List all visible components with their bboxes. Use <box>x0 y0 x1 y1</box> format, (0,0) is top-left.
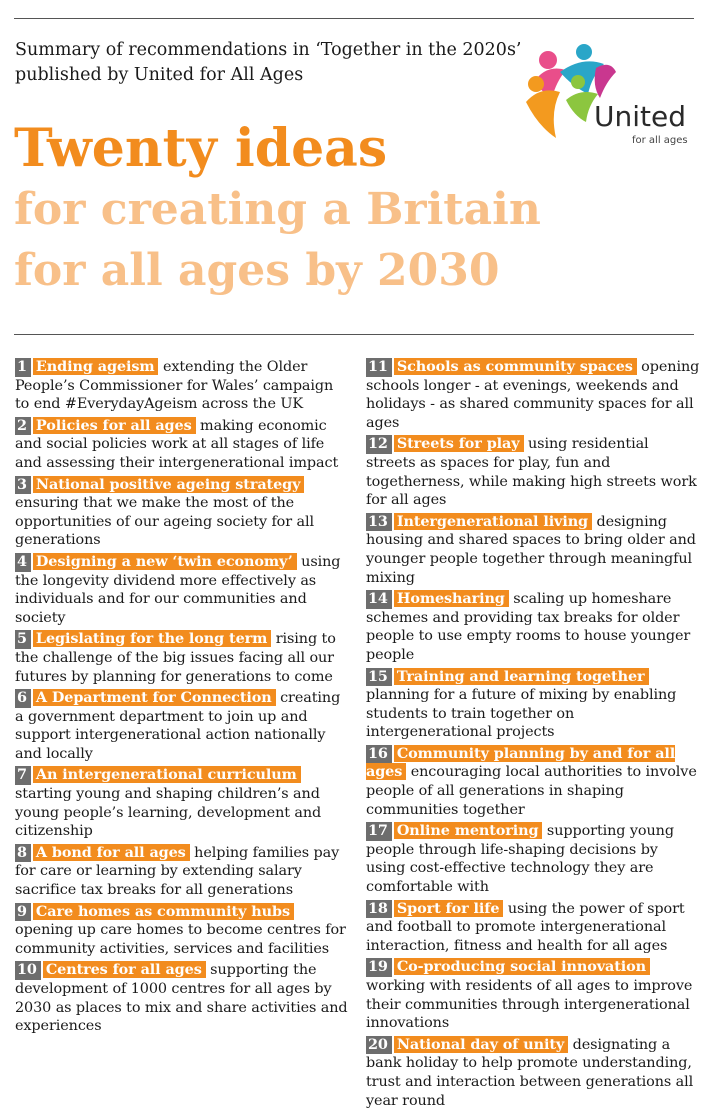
idea-description: starting young and shaping children’s and young people’s learning, development and citizenship <box>15 786 322 840</box>
idea-description: encouraging local authorities to involve people of all generations in shaping communities together <box>366 764 697 818</box>
idea-number: 19 <box>366 958 392 977</box>
idea-heading: Streets for play <box>394 435 524 452</box>
idea-heading: Schools as community spaces <box>394 358 637 375</box>
idea-heading: Centres for all ages <box>43 961 206 978</box>
idea-heading: A bond for all ages <box>33 844 190 861</box>
idea-number: 18 <box>366 900 392 919</box>
idea-item <box>366 513 700 587</box>
idea-item <box>366 745 700 819</box>
idea-description: using the longevity dividend more effectively as individuals and for our communities and society <box>15 553 341 626</box>
idea-number: 20 <box>366 1036 392 1055</box>
idea-number: 3 <box>15 476 31 495</box>
title-line-2: for creating a Britain <box>14 184 541 235</box>
idea-item <box>366 358 700 432</box>
idea-description: creating a government department to join up and support intergenerational action nationally and locally <box>15 690 341 762</box>
section-divider <box>14 334 694 335</box>
idea-description: working with residents of all ages to improve their communities through intergenerational innovations <box>366 978 693 1032</box>
idea-number: 4 <box>15 553 31 572</box>
page-title <box>14 118 541 301</box>
idea-description: designating a bank holiday to help promote understanding, trust and interaction between generations all year round <box>366 1036 694 1109</box>
top-divider <box>14 18 694 19</box>
idea-item <box>366 822 700 896</box>
idea-number: 5 <box>15 630 31 649</box>
idea-item <box>366 590 700 664</box>
idea-heading: National day of unity <box>394 1036 568 1053</box>
idea-item <box>366 958 700 1032</box>
idea-item <box>15 417 350 473</box>
idea-heading: Community planning by and for all ages <box>366 744 676 781</box>
summary-heading <box>15 38 535 88</box>
united-for-all-ages-logo <box>526 42 698 154</box>
idea-item <box>366 900 700 956</box>
idea-item <box>15 844 350 900</box>
idea-description: opening schools longer - at evenings, weekends and holidays - as shared community spaces for all ages <box>366 359 700 431</box>
idea-number: 1 <box>15 358 31 377</box>
idea-item <box>15 766 350 840</box>
idea-heading: Online mentoring <box>394 822 543 839</box>
idea-description: designing housing and shared spaces to bring older and younger people together through meaningful mixing <box>366 513 696 586</box>
idea-number: 17 <box>366 822 392 841</box>
idea-description: opening up care homes to become centres for community activities, services and facilities <box>15 922 346 957</box>
idea-heading: Policies for all ages <box>33 417 196 434</box>
idea-item <box>366 668 700 742</box>
idea-heading: An intergenerational curriculum <box>33 766 301 783</box>
idea-number: 6 <box>15 689 31 708</box>
ideas-left-column <box>15 358 350 1039</box>
idea-description: using the power of sport and football to promote intergenerational interaction, fitness and health for all ages <box>366 900 685 954</box>
idea-number: 15 <box>366 668 392 687</box>
idea-heading: Intergenerational living <box>394 513 592 530</box>
idea-description: extending the Older People’s Commissioner for Wales’ campaign to end #EverydayAgeism across the UK <box>15 359 334 413</box>
idea-number: 12 <box>366 435 392 454</box>
idea-heading: Training and learning together <box>394 668 649 685</box>
idea-item <box>15 689 350 763</box>
idea-number: 11 <box>366 358 392 377</box>
logo-wordmark: United <box>594 100 686 133</box>
idea-description: planning for a future of mixing by enabling students to train together on intergenerational projects <box>366 687 677 741</box>
idea-item <box>366 435 700 509</box>
idea-description: using residential streets as spaces for play, fun and togetherness, while making high streets work for all ages <box>366 436 697 509</box>
logo-tagline: for all ages <box>632 135 688 146</box>
idea-number: 7 <box>15 766 31 785</box>
idea-heading: Designing a new ‘twin economy’ <box>33 553 297 570</box>
idea-description: ensuring that we make the most of the opportunities of our ageing society for all generations <box>15 495 314 549</box>
summary-line-1: Summary of recommendations in ‘Together in the 2020s’ <box>15 40 522 60</box>
idea-item <box>15 553 350 627</box>
idea-number: 16 <box>366 745 392 764</box>
idea-item <box>15 476 350 550</box>
idea-number: 13 <box>366 513 392 532</box>
idea-item <box>366 1036 700 1110</box>
idea-description: helping families pay for care or learning by extending salary sacrifice tax breaks for all generations <box>15 844 340 899</box>
idea-number: 2 <box>15 417 31 436</box>
idea-item <box>15 903 350 959</box>
ideas-right-column <box>366 358 700 1113</box>
idea-heading: Sport for life <box>394 900 504 917</box>
idea-heading: Co-producing social innovation <box>394 958 650 975</box>
idea-number: 14 <box>366 590 392 609</box>
idea-description: making economic and social policies work at all stages of life and assessing their intergenerational impact <box>15 417 339 471</box>
idea-number: 9 <box>15 903 31 922</box>
idea-heading: Ending ageism <box>33 358 159 375</box>
idea-description: scaling up homeshare schemes and providing tax breaks for older people to use empty rooms to house younger people <box>366 591 691 663</box>
idea-description: supporting the development of 1000 centres for all ages by 2030 as places to mix and share activities and experiences <box>15 962 348 1035</box>
idea-item <box>15 630 350 686</box>
idea-item <box>15 358 350 414</box>
idea-heading: A Department for Connection <box>33 689 276 706</box>
idea-description: rising to the challenge of the big issues facing all our futures by planning for generations to come <box>15 631 336 685</box>
title-line-1: Twenty ideas <box>14 118 388 179</box>
idea-number: 10 <box>15 961 41 980</box>
summary-line-2: published by United for All Ages <box>15 65 304 85</box>
idea-number: 8 <box>15 844 31 863</box>
idea-heading: Homesharing <box>394 590 509 607</box>
idea-heading: National positive ageing strategy <box>33 476 304 493</box>
idea-description: supporting young people through life-shaping decisions by using cost-effective technology they are comfortable with <box>366 823 674 896</box>
idea-item <box>15 961 350 1035</box>
idea-heading: Care homes as community hubs <box>33 903 294 920</box>
title-line-3: for all ages by 2030 <box>14 245 500 296</box>
idea-heading: Legislating for the long term <box>33 630 271 647</box>
